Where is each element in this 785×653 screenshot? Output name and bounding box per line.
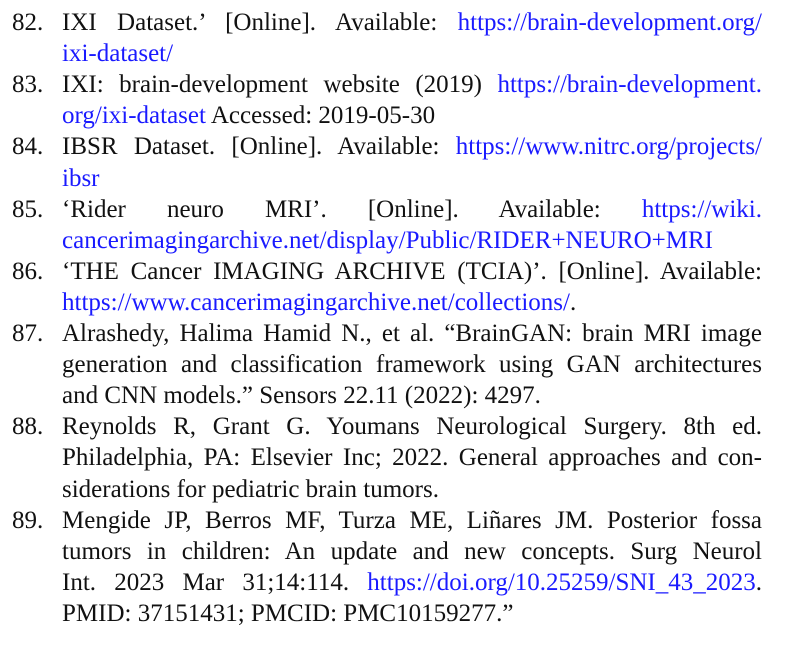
reference-text: ‘THE Cancer IMAGING ARCHIVE (TCIA)’. [Online]. Available: xyxy=(62,257,762,285)
reference-text: IXI: brain-development website (2019) xyxy=(62,71,498,99)
reference-number: 87. xyxy=(12,320,44,347)
reference-line xyxy=(62,474,762,505)
reference-url-link[interactable]: ibsr xyxy=(62,164,100,192)
reference-number: 89. xyxy=(12,506,44,534)
reference-text: generation and classification framework using GAN architectures xyxy=(62,351,762,379)
reference-number: 88. xyxy=(12,413,44,441)
reference-text: Int. 2023 Mar 31;14:114. xyxy=(62,568,368,596)
reference-url-link[interactable]: https://brain-development.org/ xyxy=(457,9,762,36)
reference-text: tumors in children: An update and new concepts. Surg Neurol xyxy=(62,537,762,565)
reference-line xyxy=(62,287,762,318)
reference-url-link[interactable]: https://brain-development. xyxy=(497,71,762,99)
reference-text: Accessed: 2019-05-30 xyxy=(205,102,436,130)
reference-text: IBSR Dataset. [Online]. Available: xyxy=(62,133,456,161)
reference-line xyxy=(62,380,762,411)
reference-text: Reynolds R, Grant G. Youmans Neurological Surgery. 8th ed. xyxy=(62,413,762,441)
reference-line xyxy=(62,38,762,69)
reference-line xyxy=(62,505,762,536)
reference-text: PMID: 37151431; PMCID: PMC10159277.” xyxy=(62,599,514,627)
reference-text: . xyxy=(755,568,762,596)
reference-url-link[interactable]: https://doi.org/10.25259/SNI_43_2023 xyxy=(367,568,756,596)
reference-line xyxy=(62,256,762,287)
reference-text: IXI Dataset.’ [Online]. Available: xyxy=(62,9,458,36)
reference-text: . xyxy=(569,288,577,316)
reference-number: 85. xyxy=(12,195,44,223)
reference-line xyxy=(62,100,762,131)
reference-number: 84. xyxy=(12,133,44,161)
reference-line xyxy=(62,194,762,225)
reference-line xyxy=(62,349,762,380)
reference-number: 86. xyxy=(12,257,44,285)
reference-url-link[interactable]: org/ixi-dataset xyxy=(62,102,206,130)
reference-text: and CNN models.” Sensors 22.11 (2022): 4297. xyxy=(62,382,541,410)
reference-line xyxy=(62,598,762,629)
reference-url-link[interactable]: https://wiki. xyxy=(641,195,762,223)
reference-line xyxy=(62,318,762,349)
reference-line xyxy=(62,131,762,162)
reference-line xyxy=(62,536,762,567)
reference-text: Philadelphia, PA: Elsevier Inc; 2022. General approaches and con- xyxy=(62,444,762,472)
reference-text: Alrashedy, Halima Hamid N., et al. “BrainGAN: brain MRI image xyxy=(62,320,762,347)
reference-url-link[interactable]: ixi-dataset/ xyxy=(62,40,174,68)
reference-text: Mengide JP, Berros MF, Turza ME, Liñares JM. Posterior fossa xyxy=(62,506,762,534)
reference-url-link[interactable]: cancerimagingarchive.net/display/Public/RIDER+NEURO+MRI xyxy=(62,226,713,254)
reference-number: 82. xyxy=(12,9,44,36)
reference-number: 83. xyxy=(12,71,44,99)
reference-line xyxy=(62,225,762,256)
reference-url-link[interactable]: https://www.cancerimagingarchive.net/collections/ xyxy=(62,288,570,316)
reference-line xyxy=(62,442,762,473)
reference-line xyxy=(62,163,762,194)
reference-line xyxy=(62,567,762,598)
reference-url-link[interactable]: https://www.nitrc.org/projects/ xyxy=(455,133,762,161)
reference-text: siderations for pediatric brain tumors. xyxy=(62,475,439,503)
reference-line xyxy=(62,7,762,38)
reference-text: ‘Rider neuro MRI’. [Online]. Available: xyxy=(62,195,642,223)
reference-line xyxy=(62,411,762,442)
reference-line xyxy=(62,69,762,100)
